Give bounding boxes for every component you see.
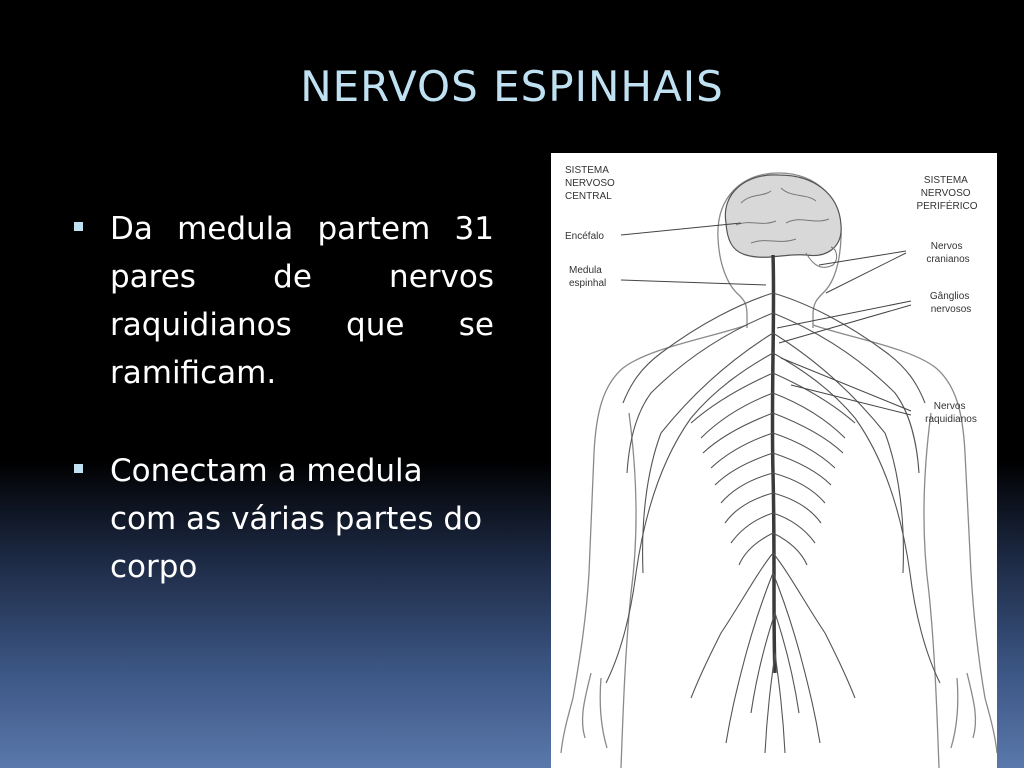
bullet-item bbox=[72, 205, 494, 397]
bullet-text: Da medula partem 31 pares de nervos raquidianos que se ramificam. bbox=[110, 211, 494, 391]
nervous-system-illustration bbox=[551, 153, 997, 768]
bullet-text: Conectam a medula com as várias partes do corpo bbox=[110, 453, 483, 585]
label-nervos-cranianos: Nervos cranianos bbox=[926, 241, 970, 265]
bullet-list bbox=[72, 205, 494, 591]
label-medula-espinhal: Medula espinhal bbox=[569, 265, 607, 289]
label-nervos-raquidianos: Nervos raquidianos bbox=[925, 401, 977, 425]
square-bullet-icon bbox=[74, 464, 83, 473]
bullet-item bbox=[72, 447, 494, 591]
label-ganglios-nervosos: Gânglios nervosos bbox=[929, 291, 972, 315]
nervous-system-drawing bbox=[551, 153, 997, 768]
square-bullet-icon bbox=[74, 222, 83, 231]
label-sistema-nervoso-central: SISTEMA NERVOSO CENTRAL bbox=[565, 165, 615, 202]
slide-title: NERVOS ESPINHAIS bbox=[300, 62, 724, 111]
label-encefalo: Encéfalo bbox=[565, 231, 604, 242]
label-sistema-nervoso-periferico: SISTEMA NERVOSO PERIFÉRICO bbox=[916, 175, 978, 212]
